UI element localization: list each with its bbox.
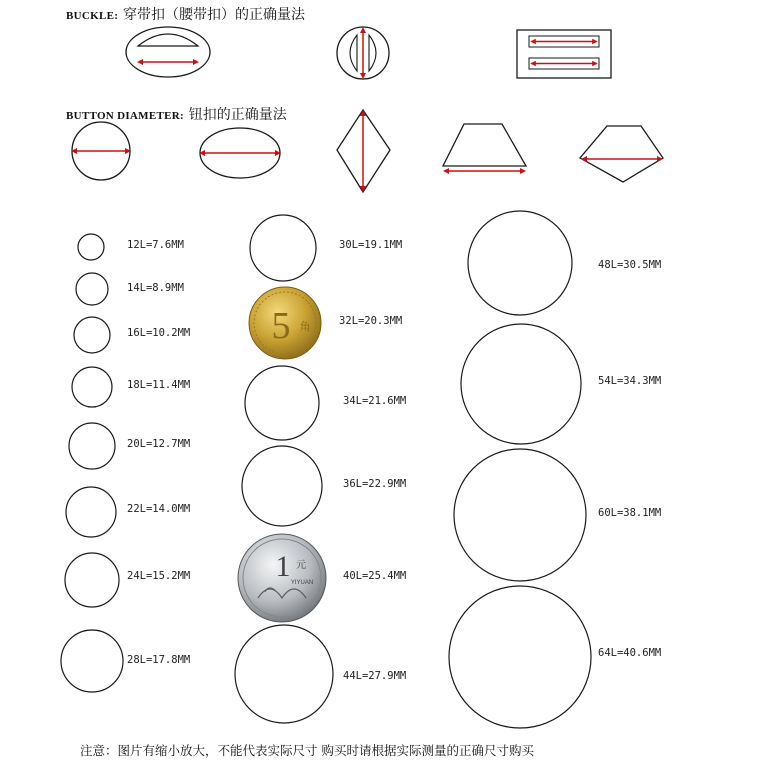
- size-circle-48L: [468, 211, 572, 315]
- size-label-24L: 24L=15.2MM: [127, 570, 191, 582]
- size-circle-30L: [250, 215, 316, 281]
- size-label-60L: 60L=38.1MM: [598, 507, 662, 519]
- coin-five-jiao-numeral: 5: [271, 305, 291, 347]
- size-circle-22L: [66, 487, 116, 537]
- size-label-16L: 16L=10.2MM: [127, 327, 191, 339]
- size-label-64L: 64L=40.6MM: [598, 647, 662, 659]
- coin-one-yuan-numeral: 1: [275, 550, 291, 583]
- coin-five-jiao: [249, 287, 321, 359]
- size-circle-24L: [65, 553, 119, 607]
- size-label-32L: 32L=20.3MM: [339, 315, 403, 327]
- coin-one-yuan-pinyin: YIYUAN: [290, 580, 314, 586]
- size-label-18L: 18L=11.4MM: [127, 379, 191, 391]
- size-label-12L: 12L=7.6MM: [127, 239, 184, 251]
- footer-note: 注意：图片有缩小放大，不能代表实际尺寸 购买时请根据实际测量的正确尺寸购买: [80, 743, 534, 758]
- size-label-36L: 36L=22.9MM: [343, 478, 407, 490]
- size-label-54L: 54L=34.3MM: [598, 375, 662, 387]
- button-heading-zh: 钮扣的正确量法: [188, 107, 287, 123]
- size-circle-18L: [72, 367, 112, 407]
- coin-one-yuan: [238, 534, 326, 622]
- size-circle-16L: [74, 317, 110, 353]
- size-circle-12L: [78, 234, 104, 260]
- buckle-heading-zh: 穿带扣（腰带扣）的正确量法: [123, 7, 305, 23]
- coin-five-jiao-unit: 角: [299, 320, 311, 333]
- size-circle-20L: [69, 423, 115, 469]
- size-label-48L: 48L=30.5MM: [598, 259, 662, 271]
- buckle-heading-en: BUCKLE:: [66, 10, 119, 22]
- size-circle-44L: [235, 625, 333, 723]
- size-label-30L: 30L=19.1MM: [339, 239, 403, 251]
- coin-one-yuan-unit: 元: [296, 560, 306, 571]
- size-circle-34L: [245, 366, 319, 440]
- size-circle-36L: [242, 446, 322, 526]
- size-circle-14L: [76, 273, 108, 305]
- size-label-44L: 44L=27.9MM: [343, 670, 407, 682]
- size-circle-60L: [454, 449, 586, 581]
- size-label-22L: 22L=14.0MM: [127, 503, 191, 515]
- size-label-14L: 14L=8.9MM: [127, 282, 184, 294]
- size-circle-54L: [461, 324, 581, 444]
- size-label-40L: 40L=25.4MM: [343, 570, 407, 582]
- size-label-34L: 34L=21.6MM: [343, 395, 407, 407]
- size-label-20L: 20L=12.7MM: [127, 438, 191, 450]
- size-circle-28L: [61, 630, 123, 692]
- size-label-28L: 28L=17.8MM: [127, 654, 191, 666]
- button-heading-en: BUTTON DIAMETER:: [66, 110, 184, 122]
- size-circle-64L: [449, 586, 591, 728]
